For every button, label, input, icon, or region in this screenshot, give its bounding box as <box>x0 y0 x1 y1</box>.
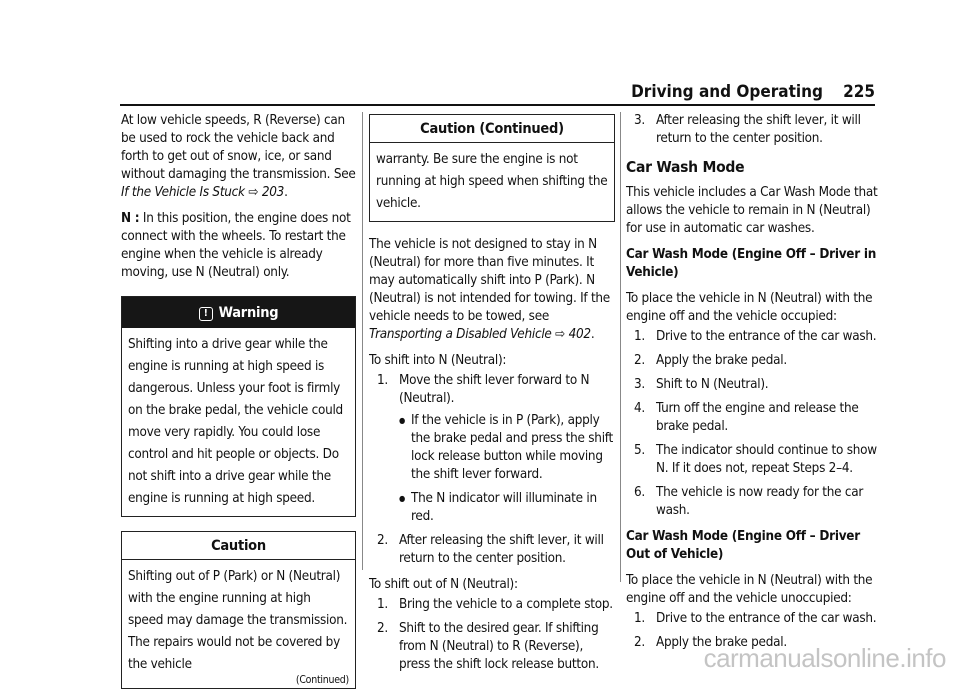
caution-continued-title: Caution (Continued) <box>370 115 614 143</box>
section-title: Driving and Operating <box>631 82 823 102</box>
unoccupied-subheading: Car Wash Mode (Engine Off – Driver Out of Vehicle) <box>626 529 860 562</box>
car-wash-intro: This vehicle includes a Car Wash Mode that allows the vehicle to remain in N (Neutral) for use in automatic car washes. <box>626 185 878 236</box>
watermark-text: carmanualsonline.info <box>703 643 946 673</box>
list-item: ● The N indicator will illuminate in red. <box>399 490 615 526</box>
caution-box <box>121 531 356 689</box>
warning-text: Shifting into a drive gear while the engine is running at high speed is dangerous. Unless your foot is firmly on the brake pedal, the vehicle could move very rapidly. You could lose control and hit people or objects. Do not shift into a drive gear while the engine is running at high speed. <box>128 337 343 506</box>
ref-page[interactable]: 203 <box>261 185 285 200</box>
unoccupied-intro: To place the vehicle in N (Neutral) with the engine off and the vehicle unoccupied: <box>626 573 873 606</box>
page-header <box>0 80 960 104</box>
caution-continued-box <box>369 114 615 222</box>
shift-out-steps-continued <box>626 112 878 148</box>
shift-into-bullets <box>399 412 615 526</box>
neutral-paragraph: N : In this position, the engine does not connect with the wheels. To restart the engine when the vehicle is already moving, use N (Neutral) only. <box>121 211 351 280</box>
list-item: 2. Apply the brake pedal. <box>634 353 787 368</box>
list-item: 2. Apply the brake pedal. <box>634 635 787 650</box>
column-1 <box>121 112 356 689</box>
warning-triangle-icon: ! <box>199 307 213 321</box>
list-item: 3. Shift to N (Neutral). <box>634 377 769 392</box>
column-divider-1 <box>362 112 363 570</box>
ref-page[interactable]: 402 <box>568 327 591 342</box>
neutral-design-paragraph: The vehicle is not designed to stay in N (Neutral) for more than five minutes. It may automatically shift into P (Park). N (Neutral) is not intended for towing. If the vehicle needs to be towed, see Transporting a Disabled Vehicle ⇨ 402. <box>369 237 610 342</box>
continued-note: (Continued) <box>295 674 349 686</box>
list-item: 2. After releasing the shift lever, it will return to the center position. <box>377 533 604 566</box>
ref-arrow-icon: ⇨ <box>555 327 566 342</box>
warning-title: ! Warning <box>122 297 355 328</box>
page-number: 225 <box>843 82 875 102</box>
reverse-paragraph: At low vehicle speeds, R (Reverse) can be used to rock the vehicle back and forth to get out of snow, ice, or sand without damaging the transmission. See If the Vehicle Is Stuck ⇨ 203. <box>121 113 356 200</box>
list-item: 1. Drive to the entrance of the car wash. <box>634 329 877 344</box>
car-wash-heading: Car Wash Mode <box>626 158 745 176</box>
shift-out-steps <box>369 596 615 674</box>
list-item: 3. After releasing the shift lever, it will return to the center position. <box>634 113 861 146</box>
header-rule <box>120 104 875 106</box>
list-item: 5. The indicator should continue to show N. If it does not, repeat Steps 2–4. <box>634 443 877 476</box>
occupied-steps <box>626 328 878 520</box>
list-item: ● If the vehicle is in P (Park), apply the brake pedal and press the shift lock release button while moving the shift lever forward. <box>399 412 615 484</box>
ref-arrow-icon: ⇨ <box>248 185 259 200</box>
list-item: 1. Move the shift lever forward to N (Neutral). ● If the vehicle is in P (Park), apply the brake pedal and press the shift lock release button while moving the shift lever forward. ● The N indicator will illuminate in red. <box>369 372 615 526</box>
list-item: 4. Turn off the engine and release the brake pedal. <box>634 401 859 434</box>
cross-reference-link[interactable]: If the Vehicle Is Stuck <box>121 185 245 200</box>
shift-into-intro: To shift into N (Neutral): <box>369 353 507 368</box>
cross-reference-link[interactable]: Transporting a Disabled Vehicle <box>369 327 552 342</box>
column-3 <box>626 112 878 660</box>
list-item: 2. Shift to the desired gear. If shifting from N (Neutral) to R (Reverse), press the shift lock release button. <box>377 621 599 672</box>
caution-text: Shifting out of P (Park) or N (Neutral) with the engine running at high speed may damage the transmission. The repairs would not be covered by the vehicle (Continued) <box>128 569 349 686</box>
neutral-label: N : <box>121 211 140 226</box>
shift-out-intro: To shift out of N (Neutral): <box>369 577 518 592</box>
occupied-intro: To place the vehicle in N (Neutral) with the engine off and the vehicle occupied: <box>626 291 873 324</box>
list-item: 1. Bring the vehicle to a complete stop. <box>377 597 613 612</box>
caution-continued-text: warranty. Be sure the engine is not running at high speed when shifting the vehicle. <box>376 152 608 211</box>
caution-title: Caution <box>122 532 355 560</box>
column-2 <box>369 112 615 682</box>
occupied-subheading: Car Wash Mode (Engine Off – Driver in Vehicle) <box>626 247 877 280</box>
list-item: 6. The vehicle is now ready for the car wash. <box>634 485 864 518</box>
shift-into-steps <box>369 372 615 568</box>
list-item: 1. Drive to the entrance of the car wash. <box>634 611 877 626</box>
column-divider-2 <box>620 112 621 582</box>
warning-box <box>121 296 356 517</box>
